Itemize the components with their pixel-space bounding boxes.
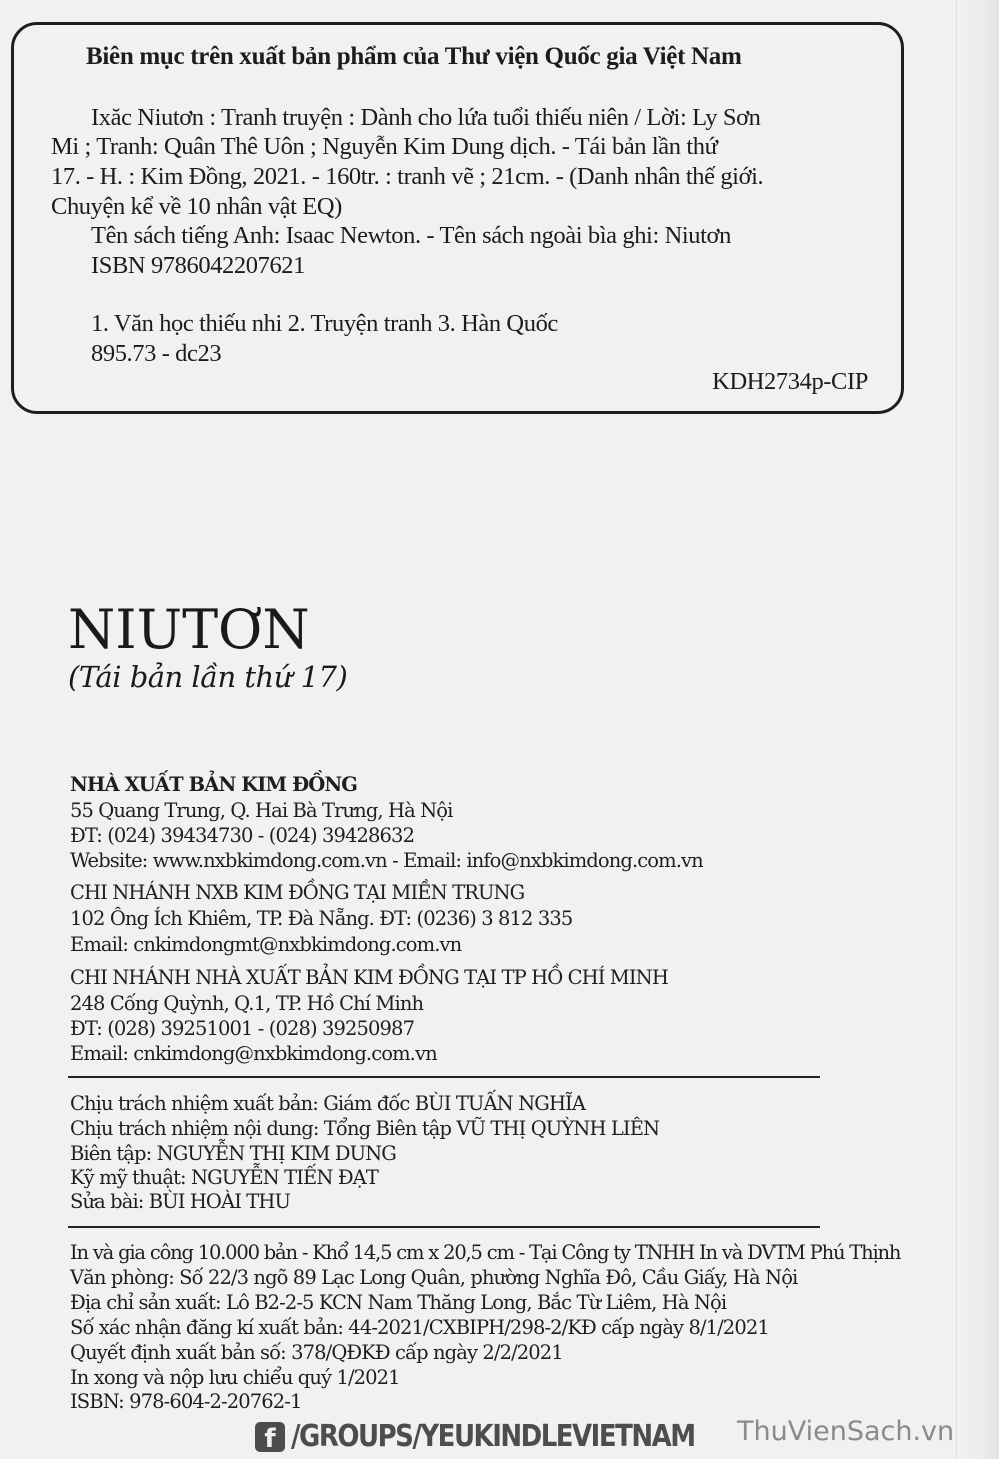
facebook-icon: f (255, 1422, 285, 1452)
cip-line-2: Mi ; Tranh: Quân Thê Uôn ; Nguyễn Kim Dung dịch. - Tái bản lần thứ (51, 133, 718, 160)
cip-english-title: Tên sách tiếng Anh: Isaac Newton. - Tên sách ngoài bìa ghi: Niutơn (91, 222, 731, 249)
cip-line-3: 17. - H. : Kim Đồng, 2021. - 160tr. : tranh vẽ ; 21cm. - (Danh nhân thế giới. (51, 163, 764, 190)
divider-rule (68, 1076, 820, 1078)
publishing-decision: Quyết định xuất bản số: 378/QĐKĐ cấp ngày 2/2/2021 (70, 1341, 563, 1364)
publisher-address: 55 Quang Trung, Q. Hai Bà Trưng, Hà Nội (70, 799, 453, 822)
divider-rule (68, 1226, 820, 1228)
printing-info: In và gia công 10.000 bản - Khổ 14,5 cm x 20,5 cm - Tại Công ty TNHH In và DVTM Phú Thịnh (70, 1241, 901, 1264)
cip-subjects: 1. Văn học thiếu nhi 2. Truyện tranh 3. Hàn Quốc (91, 310, 558, 337)
cip-title: Biên mục trên xuất bản phẩm của Thư viện Quốc gia Việt Nam (86, 43, 742, 70)
printing-production-address: Địa chỉ sản xuất: Lô B2-2-5 KCN Nam Thăng Long, Bắc Từ Liêm, Hà Nội (70, 1291, 727, 1314)
page-edge-shadow (956, 0, 999, 1459)
isbn: ISBN: 978-604-2-20762-1 (70, 1390, 302, 1413)
branch-hcm-address: 248 Cống Quỳnh, Q.1, TP. Hồ Chí Minh (70, 992, 424, 1015)
credit-publisher-responsible: Chịu trách nhiệm xuất bản: Giám đốc BÙI TUẤN NGHĨA (70, 1092, 586, 1115)
registration-number: Số xác nhận đăng kí xuất bản: 44-2021/CXBIPH/298-2/KĐ cấp ngày 8/1/2021 (70, 1316, 769, 1339)
book-edition: (Tái bản lần thứ 17) (68, 660, 348, 694)
facebook-group-text: /GROUPS/YEUKINDLEVIETNAM (291, 1419, 695, 1455)
branch-hcm-phone: ĐT: (028) 39251001 - (028) 39250987 (70, 1017, 415, 1040)
branch-central-address: 102 Ông Ích Khiêm, TP. Đà Nẵng. ĐT: (0236) 3 812 335 (70, 907, 573, 930)
publisher-phone: ĐT: (024) 39434730 - (024) 39428632 (70, 824, 415, 847)
branch-central-email: Email: cnkimdongmt@nxbkimdong.com.vn (70, 933, 462, 956)
branch-hcm-name: CHI NHÁNH NHÀ XUẤT BẢN KIM ĐỒNG TẠI TP HỒ CHÍ MINH (70, 966, 668, 989)
facebook-group-link[interactable] (255, 1420, 695, 1454)
publisher-name: NHÀ XUẤT BẢN KIM ĐỒNG (70, 773, 358, 796)
book-title: NIUTƠN (68, 598, 310, 661)
credit-content-responsible: Chịu trách nhiệm nội dung: Tổng Biên tập VŨ THỊ QUỲNH LIÊN (70, 1117, 660, 1140)
printing-office: Văn phòng: Số 22/3 ngõ 89 Lạc Long Quân, phường Nghĩa Đô, Cầu Giấy, Hà Nội (70, 1266, 798, 1289)
cip-line-4: Chuyện kể về 10 nhân vật EQ) (51, 193, 342, 220)
cip-code: KDH2734p-CIP (712, 368, 868, 395)
publisher-web-email: Website: www.nxbkimdong.com.vn - Email: info@nxbkimdong.com.vn (70, 849, 703, 872)
credit-editor: Biên tập: NGUYỄN THỊ KIM DUNG (70, 1142, 396, 1165)
branch-hcm-email: Email: cnkimdong@nxbkimdong.com.vn (70, 1042, 437, 1065)
cip-classification: 895.73 - dc23 (91, 340, 222, 367)
watermark-logo: ThuVienSach.vn (737, 1416, 955, 1447)
cip-isbn: ISBN 9786042207621 (91, 252, 305, 279)
deposit-info: In xong và nộp lưu chiểu quý 1/2021 (70, 1366, 400, 1389)
credit-proofreader: Sửa bài: BÙI HOÀI THU (70, 1190, 291, 1213)
credit-art: Kỹ mỹ thuật: NGUYỄN TIẾN ĐẠT (70, 1166, 378, 1189)
branch-central-name: CHI NHÁNH NXB KIM ĐỒNG TẠI MIỀN TRUNG (70, 881, 525, 904)
cip-line-1: Ixăc Niutơn : Tranh truyện : Dành cho lứa tuổi thiếu niên / Lời: Ly Sơn (91, 104, 761, 131)
